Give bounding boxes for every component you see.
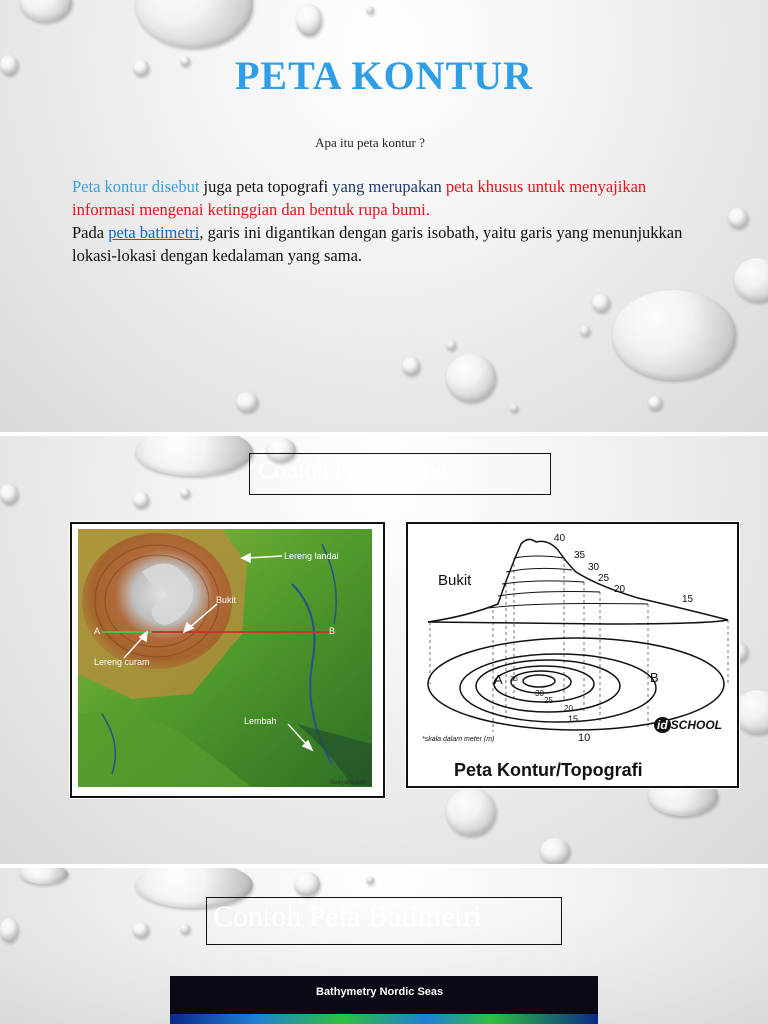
bathymetry-map xyxy=(170,976,598,1024)
contour-label-10: 10 xyxy=(578,732,591,744)
text-segment: juga peta topografi xyxy=(199,177,333,196)
elev-20: 20 xyxy=(614,584,626,595)
water-drop xyxy=(294,872,320,896)
slide-question: Apa itu peta kontur ? xyxy=(315,135,425,150)
text-segment: , garis ini digantikan dengan garis isobath, yaitu garis yang menunjukkan lokasi-lokasi dengan kedalaman yang sama. xyxy=(72,223,683,265)
topography-diagram-frame xyxy=(406,522,739,788)
slide-2-title-box xyxy=(249,453,551,495)
text-segment: Pada xyxy=(72,223,109,242)
label-lereng-landai: Lereng landai xyxy=(284,551,339,561)
watermark: Seeyaka.com xyxy=(330,780,367,786)
elev-40: 40 xyxy=(554,533,566,544)
water-drop xyxy=(648,396,662,410)
slide-title: PETA KONTUR xyxy=(234,53,534,98)
slide-3-title: Contoh Peta Batimetri xyxy=(213,900,482,933)
bathymetry-map-title: Bathymetry Nordic Seas xyxy=(316,986,444,998)
scale-note: *skala dalam meter (m) xyxy=(422,736,495,743)
water-drop xyxy=(180,924,190,934)
water-drop xyxy=(728,208,748,228)
contour-label-35: 35 xyxy=(510,676,518,683)
water-drop xyxy=(133,922,149,938)
water-drop xyxy=(20,868,68,884)
water-drop xyxy=(734,690,768,734)
water-drop xyxy=(592,294,610,312)
slide-3-title-box xyxy=(206,897,562,945)
contour-map-frame xyxy=(70,522,385,798)
water-drop xyxy=(20,0,72,22)
water-drop xyxy=(446,340,456,350)
elev-30: 30 xyxy=(588,562,600,573)
contour-label-a: A xyxy=(494,672,503,687)
water-drop xyxy=(180,488,190,498)
slide-3 xyxy=(0,868,768,1024)
water-drop xyxy=(236,392,258,412)
label-lereng-curam: Lereng curam xyxy=(94,657,150,667)
water-drop xyxy=(133,492,149,508)
water-drop xyxy=(540,838,570,864)
water-drop xyxy=(135,0,253,48)
logo-school: SCHOOL xyxy=(670,718,723,732)
label-bukit: Bukit xyxy=(216,595,237,605)
water-drop xyxy=(446,354,496,402)
label-lembah: Lembah xyxy=(244,716,277,726)
water-drop xyxy=(0,918,18,942)
elev-25: 25 xyxy=(598,573,610,584)
idschool-logo xyxy=(654,718,722,732)
water-drop xyxy=(612,290,736,380)
slide-2-title: Contoh Peta Kontur xyxy=(258,458,450,484)
slide-1 xyxy=(0,0,768,432)
logo-id: id xyxy=(654,717,671,733)
elev-35: 35 xyxy=(574,550,586,561)
water-drop xyxy=(135,436,253,476)
elev-15: 15 xyxy=(682,594,694,605)
definition-paragraph xyxy=(72,175,692,267)
water-drop xyxy=(0,484,18,504)
contour-label-20: 20 xyxy=(564,704,573,713)
link-peta-batimetri[interactable]: peta batimetri xyxy=(108,223,200,242)
bathymetry-colors xyxy=(170,1014,598,1024)
definition-highlight: peta khusus untuk menyajikan informasi mengenai ketinggian dan bentuk rupa bumi. xyxy=(72,177,647,219)
label-point-b: B xyxy=(329,626,336,636)
water-drop xyxy=(446,788,496,836)
contour-label-25: 25 xyxy=(544,696,553,705)
water-drop xyxy=(366,876,374,884)
label-point-a: A xyxy=(94,626,101,636)
water-drop xyxy=(366,6,374,14)
water-drop xyxy=(580,326,590,336)
text-segment: yang merupakan xyxy=(332,177,446,196)
contour-label-15: 15 xyxy=(568,714,579,724)
water-drop xyxy=(402,357,420,375)
water-drop xyxy=(734,258,768,302)
label-bukit: Bukit xyxy=(438,572,472,589)
contour-label-b: B xyxy=(650,670,659,685)
contour-label-30: 30 xyxy=(535,689,544,698)
slide-2 xyxy=(0,436,768,864)
term-peta-kontur: Peta kontur disebut xyxy=(72,177,200,196)
water-drop xyxy=(296,4,322,36)
water-drop xyxy=(510,404,518,412)
diagram-caption: Peta Kontur/Topografi xyxy=(454,760,643,780)
